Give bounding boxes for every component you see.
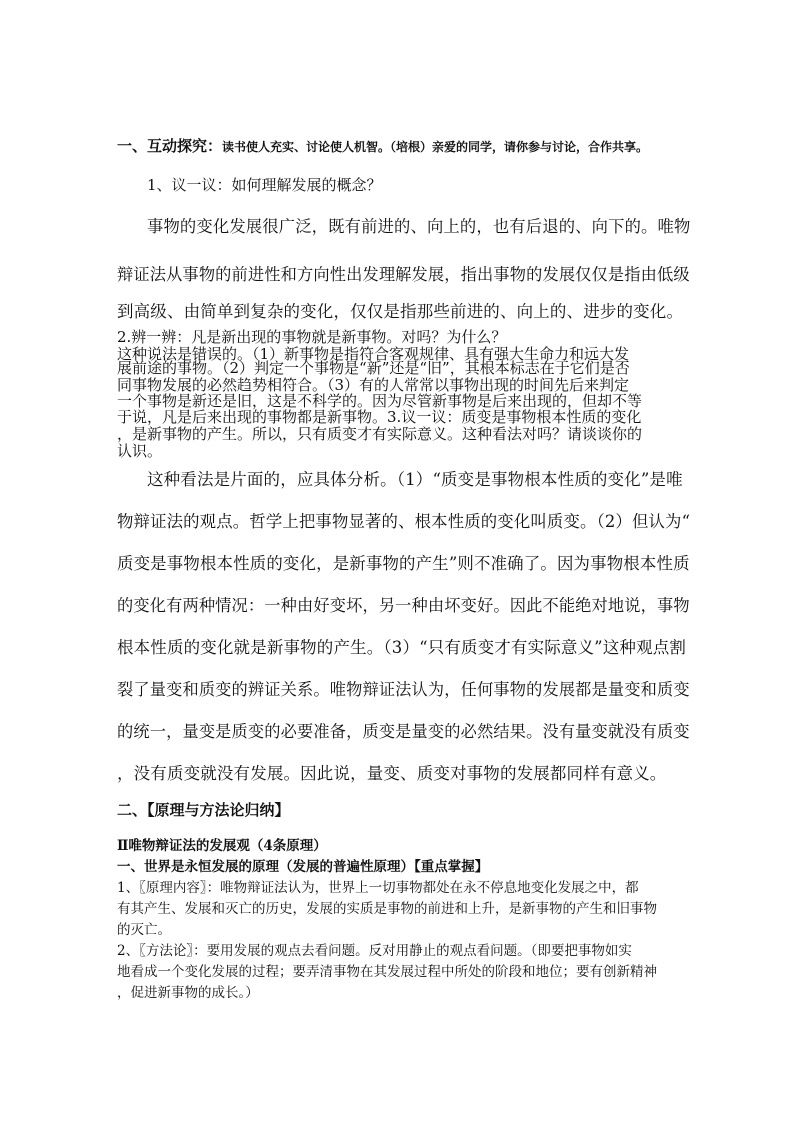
- section2-subheading: Ⅱ唯物辩证法的发展观（4条原理）: [117, 838, 327, 854]
- section1-heading: 一、互动探究：: [117, 137, 223, 155]
- section2-body-line: 1、〖原理内容〗：唯物辩证法认为，世界上一切事物都处在永不停息地变化发展之中，都: [117, 880, 639, 896]
- section1-intro: 读书使人充实、讨论使人机智。（培根）亲爱的同学，请你参与讨论，合作共享。: [222, 140, 649, 154]
- answer-3-line: 质变是事物根本性质的变化，是新事物的产生”则不准确了。因为事物根本性质: [117, 554, 690, 573]
- question-2-line: 展前途的事物。（2）判定一个事物是“新”还是“旧”，其根本标志在于它们是否: [117, 359, 630, 377]
- section2-heading: 二、【原理与方法论归纳】: [117, 801, 290, 819]
- question-2-line: 2.辨一辨：凡是新出现的事物就是新事物。对吗？为什么？: [117, 328, 507, 346]
- question-2-line: 于说，凡是后来出现的事物都是新事物。3.议一议：质变是事物根本性质的变化: [117, 408, 642, 426]
- question-1: 1、议一议：如何理解发展的概念？: [147, 176, 382, 194]
- section2-body-line: 有其产生、发展和灭亡的历史，发展的实质是事物的前进和上升，是新事物的产生和旧事物: [117, 901, 657, 917]
- section2-body-line: 的灭亡。: [117, 922, 171, 938]
- answer-3-line: 裂了量变和质变的辨证关系。唯物辩证法认为，任何事物的发展都是量变和质变: [117, 680, 690, 699]
- answer-1-line: 事物的变化发展很广泛，既有前进的、向上的，也有后退的、向下的。唯物: [147, 217, 691, 236]
- question-2-line: 这种说法是错误的。（1）新事物是指符合客观规律、具有强大生命力和远大发: [117, 345, 630, 363]
- question-2-line: 同事物发展的必然趋势相符合。（3）有的人常常以事物出现的时间先后来判定: [117, 376, 630, 394]
- question-2-line: 认识。: [117, 442, 163, 460]
- answer-3-line: 的统一，量变是质变的必要准备，质变是量变的必然结果。没有量变就没有质变: [117, 722, 690, 741]
- answer-1-line: 到高级、由简单到复杂的变化，仅仅是指那些前进的、向上的、进步的变化。: [117, 302, 684, 321]
- question-2-line: ，是新事物的产生。所以，只有质变才有实际意义。这种看法对吗？请谈谈你的: [117, 425, 643, 443]
- answer-3-line: 根本性质的变化就是新事物的产生。（3）“只有质变才有实际意义”这种观点割: [117, 638, 687, 657]
- answer-1-line: 辩证法从事物的前进性和方向性出发理解发展，指出事物的发展仅仅是指由低级: [117, 265, 690, 284]
- section1-heading-line: [117, 135, 648, 156]
- section2-body-line: 2、〖方法论〗：要用发展的观点去看问题。反对用静止的观点看问题。（即要把事物如实: [117, 943, 632, 959]
- section2-body-line: 地看成一个变化发展的过程；要弄清事物在其发展过程中所处的阶段和地位；要有创新精神: [117, 964, 657, 980]
- answer-3-line: 的变化有两种情况：一种由好变坏，另一种由坏变好。因此不能绝对地说，事物: [117, 596, 690, 615]
- answer-3-line: 物辩证法的观点。哲学上把事物显著的、根本性质的变化叫质变。（2）但认为“: [117, 512, 691, 531]
- section2-body-line: ，促进新事物的成长。）: [117, 985, 259, 1001]
- question-2-line: 一个事物是新还是旧，这是不科学的。因为尽管新事物是后来出现的，但却不等: [117, 392, 643, 410]
- answer-3-line: 这种看法是片面的，应具体分析。（1）“质变是事物根本性质的变化”是唯: [147, 470, 683, 489]
- answer-3-line: ，没有质变就没有发展。因此说，量变、质变对事物的发展都同样有意义。: [117, 764, 667, 783]
- section2-principle-title: 一、世界是永恒发展的原理（发展的普遍性原理）【重点掌握】: [117, 859, 489, 875]
